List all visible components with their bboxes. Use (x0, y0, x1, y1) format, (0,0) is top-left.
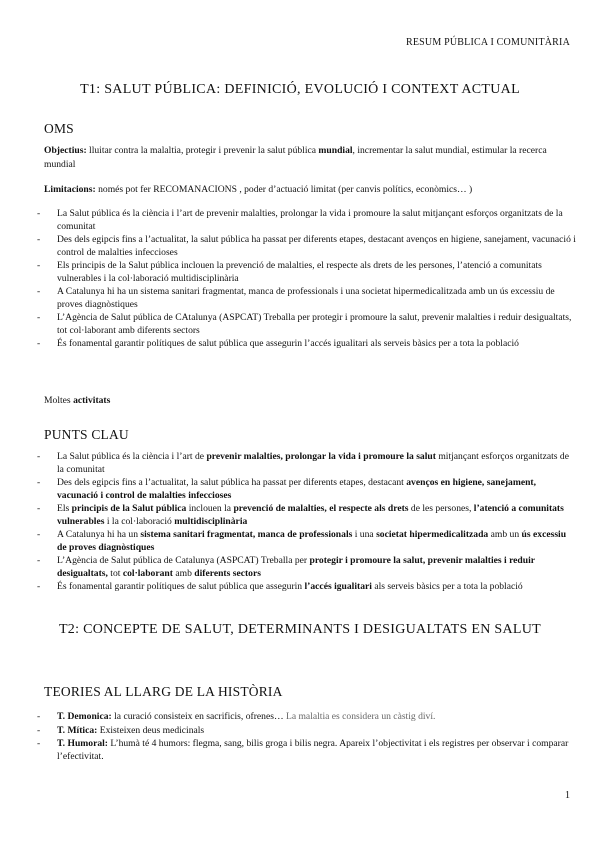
list-item: - La Salut pública és la ciència i l’art de prevenir malalties, prolongar la vida i promoure la salut mitjançant esforços organitzats de la comunitat (0, 451, 577, 476)
list-item: - A Catalunya hi ha un sistema sanitari fragmentat, manca de professionals i una societat hipermedicalitzada amb un ús excessiu de proves diagnòstiques (0, 286, 577, 311)
heading-teories: TEORIES AL LLARG DE LA HISTÒRIA (44, 684, 283, 699)
list-item: - Des dels egipcis fins a l’actualitat, la salut pública ha passat per diferents etapes, destacant avenços en higiene, sanejament, vacunació i control de malalties infeccioses (0, 477, 577, 502)
list-item: - És fonamental garantir polítiques de salut pública que assegurin l’accés igualitari als serveis bàsics per a tota la població (0, 581, 577, 594)
heading-punts-clau: PUNTS CLAU (44, 427, 129, 442)
list-item: - És fonamental garantir polítiques de salut pública que assegurin l’accés igualitari als serveis bàsics per a tota la població (0, 338, 577, 351)
list-item: - Els principis de la Salut pública inclouen la prevenció de malalties, el respecte als drets de les persones, l’atenció a comunitats vulnerables i la col·laboració multidisciplinària (0, 503, 577, 528)
list-item: - T. Demonica: la curació consisteix en sacrificis, ofrenes… La malaltia es considera un càstig diví. (0, 711, 577, 724)
list-item: - T. Mítica: Existeixen deus medicinals (0, 725, 577, 738)
running-header: RESUM PÚBLICA I COMUNITÀRIA (405, 37, 570, 48)
list-item: - Des dels egipcis fins a l’actualitat, la salut pública ha passat per diferents etapes, destacant avenços en higiene, sanejament, vacunació i control de malalties infeccioses (0, 234, 577, 259)
limitacions-label: Limitacions: (44, 184, 96, 195)
punts-clau-list (0, 451, 600, 595)
heading-oms: OMS (44, 121, 74, 136)
oms-list (0, 208, 600, 352)
oms-moltes: Moltes activitats (44, 395, 111, 406)
page-number: 1 (565, 790, 570, 801)
list-item: - La Salut pública és la ciència i l’art de prevenir malalties, prolongar la vida i promoure la salut mitjançant esforços organitzats de la comunitat (0, 208, 577, 233)
list-item: - L’Agència de Salut pública de CAtalunya (ASPCAT) Treballa per protegir i promoure la salut, prevenir malalties i reduir desigualtats, tot col·laborant amb diferents sectors (0, 312, 577, 337)
section-title-t1: T1: SALUT PÚBLICA: DEFINICIÓ, EVOLUCIÓ I CONTEXT ACTUAL (80, 82, 520, 97)
oms-objectius: Objectius: lluitar contra la malaltia, protegir i prevenir la salut pública mundial, incrementar la salut mundial, estimular la recerca mundial (44, 145, 547, 170)
teories-list (0, 711, 600, 764)
list-item: - L’Agència de Salut pública de Catalunya (ASPCAT) Treballa per protegir i promoure la salut, prevenir malalties i reduir desigualtats, tot col·laborant amb diferents sectors (0, 555, 577, 580)
objectius-label: Objectius: (44, 145, 87, 156)
list-item: - Els principis de la Salut pública inclouen la prevenció de malalties, el respecte als drets de les persones, l’atenció a comunitats vulnerables i la col·laboració multidisciplinària (0, 260, 577, 285)
section-title-t2: T2: CONCEPTE DE SALUT, DETERMINANTS I DESIGUALTATS EN SALUT (58, 622, 542, 637)
oms-limitacions: Limitacions: només pot fer RECOMANACIONS , poder d’actuació limitat (per canvis polítics, econòmics… ) (44, 184, 473, 195)
list-item: - T. Humoral: L’humà té 4 humors: flegma, sang, bilis groga i bilis negra. Apareix l’objectivitat i els registres per observar i comparar l’efectivitat. (0, 738, 577, 763)
list-item: - A Catalunya hi ha un sistema sanitari fragmentat, manca de professionals i una societat hipermedicalitzada amb un ús excessiu de proves diagnòstiques (0, 529, 577, 554)
